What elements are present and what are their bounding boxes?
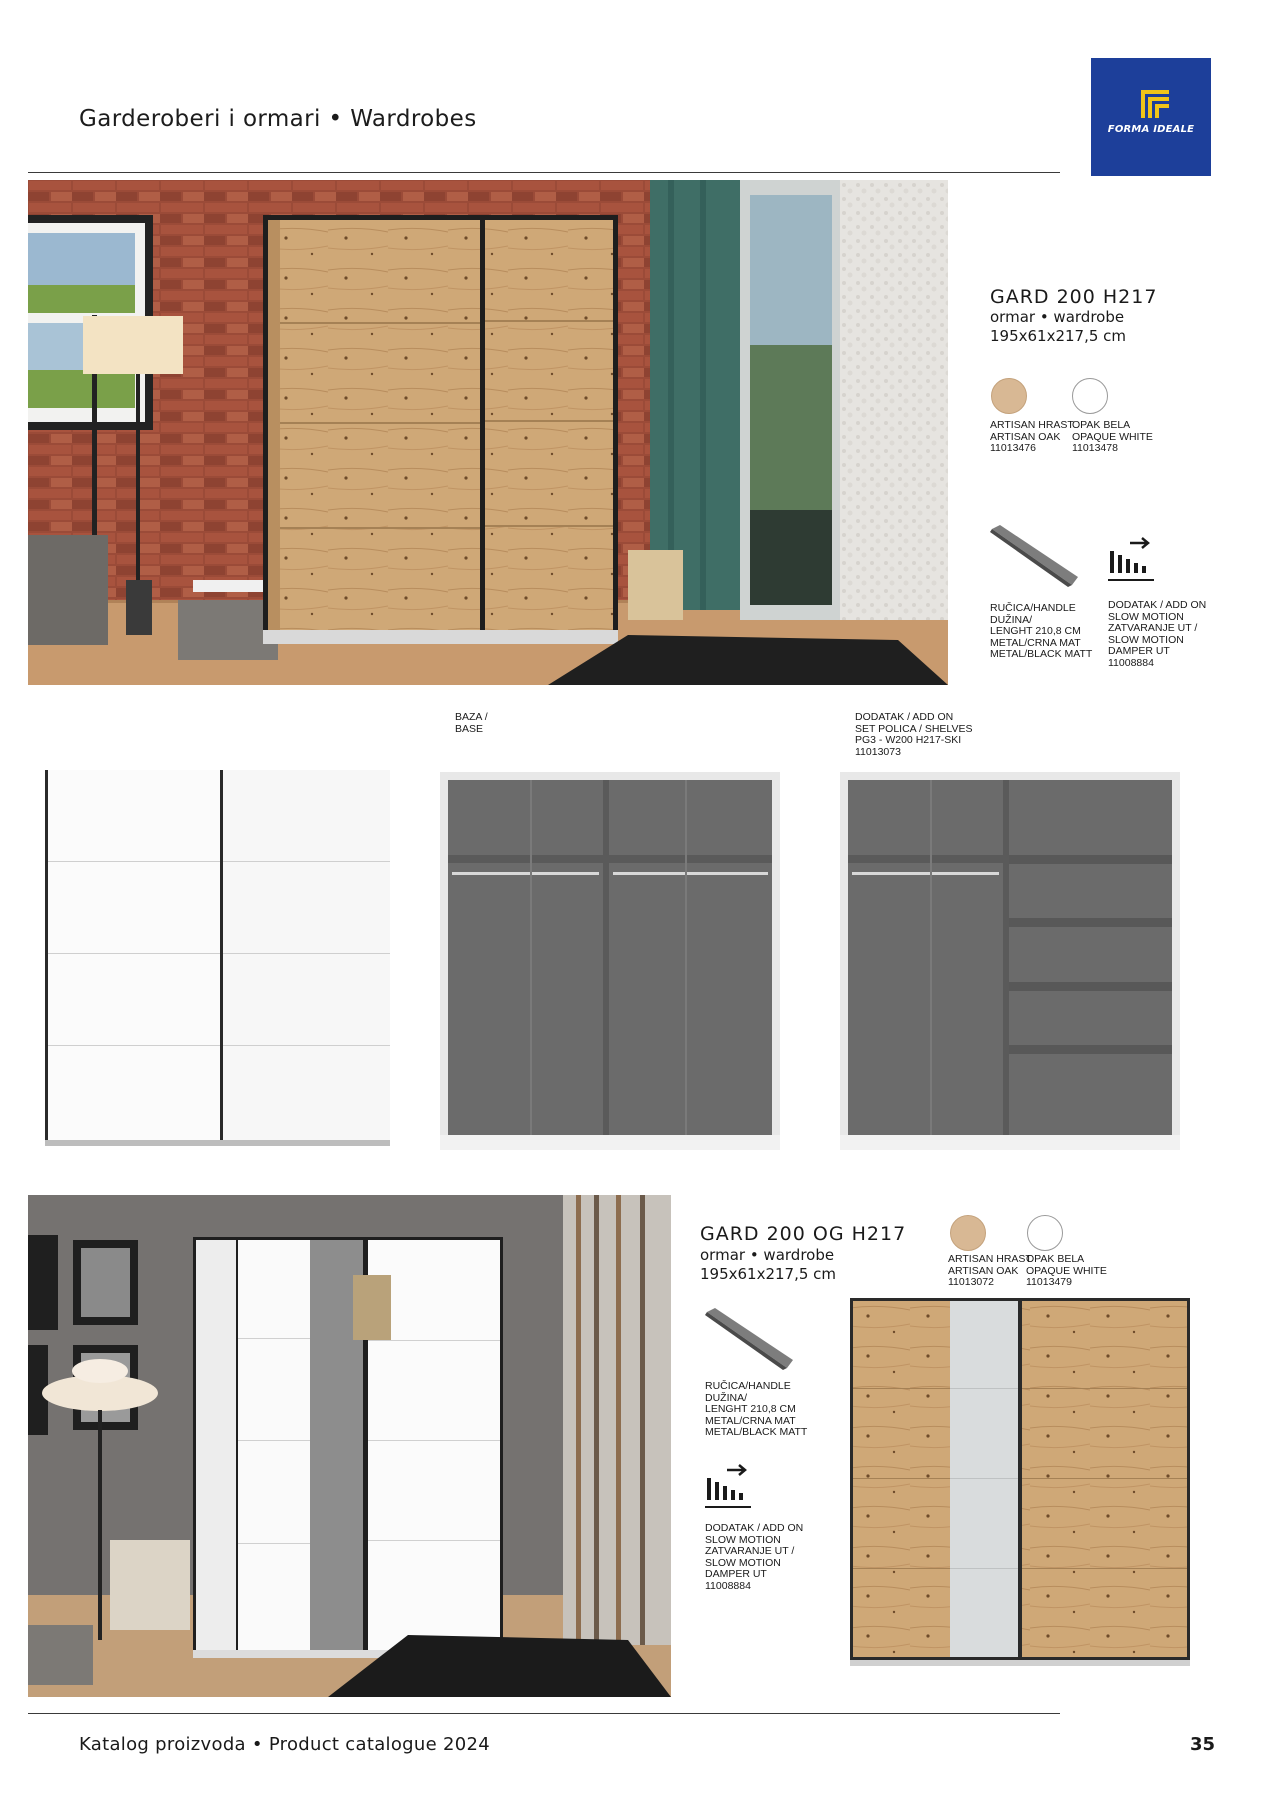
product1-handle-label: RUČICA/HANDLE DUŽINA/ LENGHT 210,8 CM METAL/CRNA MAT METAL/BLACK MATT [990,602,1093,660]
product1-type: ormar • wardrobe [990,308,1125,326]
swatch-opaque-white [1072,378,1108,414]
product2-finish-white-label: OPAK BELA OPAQUE WHITE 11013479 [1026,1253,1107,1288]
slow-motion-damper-icon [1108,535,1156,583]
logo-mark-icon [1139,88,1171,120]
footer-divider [28,1713,1060,1714]
white-wardrobe-closed [40,765,395,1150]
page-number: 35 [1190,1734,1216,1755]
header-divider [28,172,1060,173]
shelves-addon-label: DODATAK / ADD ON SET POLICA / SHELVES PG3 - W200 H217-SKI 11013073 [855,711,973,758]
product1-finish-oak-label: ARTISAN HRAST ARTISAN OAK 11013476 [990,419,1074,454]
wardrobe-open-with-shelves [840,772,1180,1152]
handle-icon-2 [705,1308,797,1370]
logo-text: FORMA IDEALE [1107,124,1195,135]
swatch-artisan-oak [991,378,1027,414]
swatch-artisan-oak-2 [950,1215,986,1251]
product2-name: GARD 200 OG H217 [700,1223,907,1245]
product1-name: GARD 200 H217 [990,286,1158,308]
room-photo-oak-wardrobe [28,180,948,685]
slow-motion-damper-icon-2 [705,1462,753,1510]
room-photo-white-mirror-wardrobe [28,1195,671,1697]
product2-addon-label: DODATAK / ADD ON SLOW MOTION ZATVARANJE UT / SLOW MOTION DAMPER UT 11008884 [705,1522,804,1592]
product2-type: ormar • wardrobe [700,1246,835,1264]
oak-mirror-wardrobe [850,1298,1190,1668]
product2-finish-oak-label: ARTISAN HRAST ARTISAN OAK 11013072 [948,1253,1032,1288]
product1-finish-white-label: OPAK BELA OPAQUE WHITE 11013478 [1072,419,1153,454]
swatch-opaque-white-2 [1027,1215,1063,1251]
base-label: BAZA / BASE [455,711,488,735]
page-title: Garderoberi i ormari • Wardrobes [79,106,477,132]
footer-catalogue-title: Katalog proizvoda • Product catalogue 2024 [79,1734,490,1755]
product1-addon-label: DODATAK / ADD ON SLOW MOTION ZATVARANJE UT / SLOW MOTION DAMPER UT 11008884 [1108,599,1207,669]
brand-logo [1091,58,1211,176]
product2-dimensions: 195x61x217,5 cm [700,1265,837,1283]
wardrobe-open-base [440,772,780,1152]
product2-handle-label: RUČICA/HANDLE DUŽINA/ LENGHT 210,8 CM METAL/CRNA MAT METAL/BLACK MATT [705,1380,808,1438]
product1-dimensions: 195x61x217,5 cm [990,327,1127,345]
handle-icon [990,525,1082,587]
